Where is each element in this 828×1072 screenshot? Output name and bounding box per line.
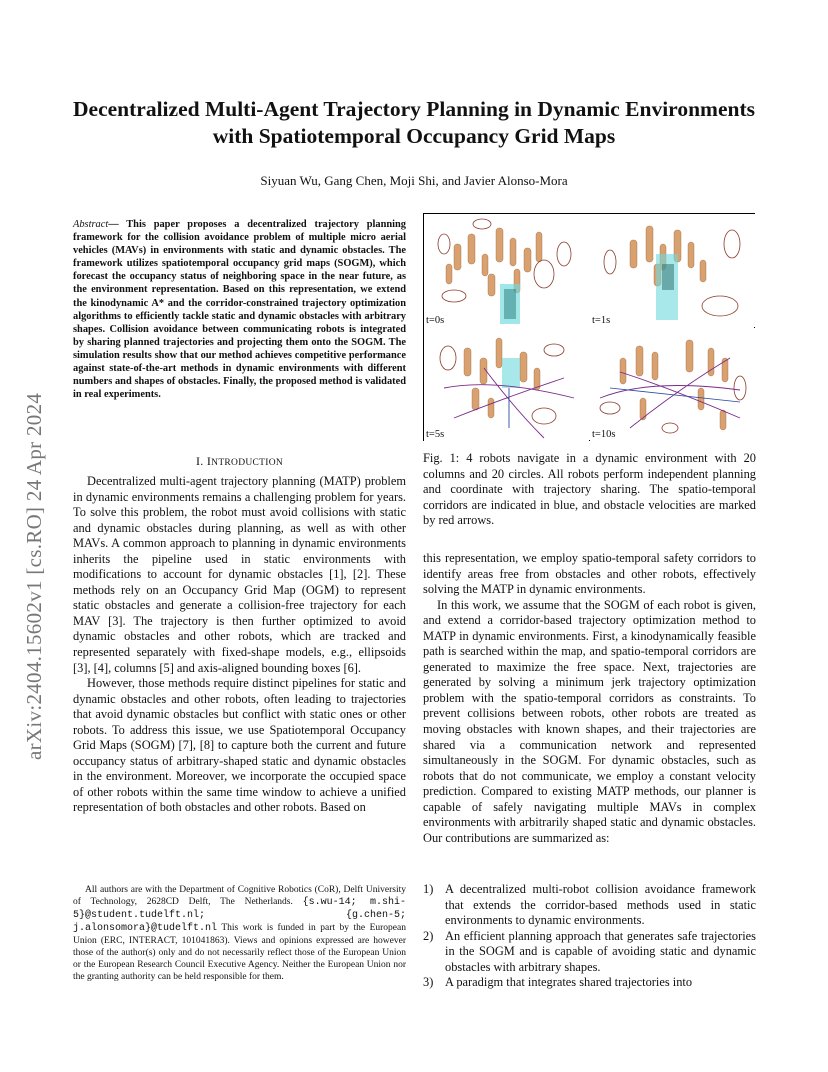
list-item: 1) A decentralized multi-robot collision avoidance framework that extends the corridor-based methods used in static environments to dynamic environments. [423, 882, 756, 928]
figure-panel [590, 328, 755, 441]
figure-panel [590, 214, 755, 327]
figure-1 [423, 213, 755, 441]
abstract-text: — This paper proposes a decentralized trajectory planning framework for the collision avoidance problem of multiple micro aerial vehicles (MAVs) in environments with static and dynamic obstacles. The framework utilizes spatiotemporal occupancy grid maps (SOGM), which forecast the occupancy status of neighboring space in the near future, as the environment representation. Based on this representation, we extend the kinodynamic A* and the corridor-constrained trajectory optimization algorithms to efficiently tackle static and dynamic obstacles with arbitrary shapes. Collision avoidance between communicating robots is integrated by sharing planned trajectories and projecting them onto the SOGM. The simulation results show that our method achieves competitive performance against state-of-the-art methods in dynamic environments with different numbers and shapes of obstacles. Finally, the proposed method is validated in real experiments. [73, 219, 406, 401]
figure-panel [424, 328, 589, 441]
paragraph: However, those methods require distinct pipelines for static and dynamic obstacles and other robots, often leading to trajectories that avoid dynamic obstacles but conflict with static ones or other robots. To address this issue, we use Spatiotemporal Occupancy Grid Maps (SOGM) [7], [8] to capture both the current and future occupancy status of arbitrary-shaped static and dynamic obstacles in the environment. Moreover, we incorporate the occupied space of other robots within the same time window to achieve a unified representation of both obstacles and other robots. Based on [73, 676, 406, 815]
scene-illustration [590, 328, 755, 441]
panel-time-label: t=5s [426, 429, 445, 440]
panel-time-label: t=10s [592, 429, 616, 440]
author-footnote: All authors are with the Department of Cognitive Robotics (CoR), Delft University of Technology, 2628CD Delft, The Netherlands. {s.wu-14; m.shi-5}@student.tudelft.nl; {g.chen-5; j.alonsomora}@tudelft.nl This work is funded in part by the European Union (ERC, INTERACT, 101041863). Views and opinions expressed are however those of the author(s) only and do not necessarily reflect those of the European Union or the European Research Council Executive Agency. Neither the European Union nor the granting authority can be held responsible for them. [73, 885, 407, 982]
arxiv-stamp: arXiv:2404.15602v1 [cs.RO] 24 Apr 2024 [22, 392, 46, 760]
author-list: Siyuan Wu, Gang Chen, Moji Shi, and Javier Alonso-Mora [260, 173, 568, 188]
paragraph: this representation, we employ spatio-temporal safety corridors to identify areas free from obstacles and other robots, effectively solving the MATP in dynamic environments. [423, 551, 756, 597]
scene-illustration [424, 328, 589, 441]
list-item: 2) An efficient planning approach that generates safe trajectories in the SOGM and is capable of avoiding static and dynamic obstacles with arbitrary shapes. [423, 928, 756, 974]
panel-time-label: t=0s [426, 315, 445, 326]
section-heading: I. INTRODUCTION [195, 454, 284, 468]
scene-illustration [590, 214, 755, 327]
paragraph: In this work, we assume that the SOGM of each robot is given, and extend a corridor-based trajectory optimization method to MATP in dynamic environments. First, a kinodynamically feasible path is searched within the map, and spatio-temporal corridors are generated to maximize the free space. Next, trajectories are generated by solving a minimum jerk trajectory optimization problem with the spatio-temporal corridors as constraints. To prevent collisions between robots, other robots are treated as moving obstacles with known shapes, and their trajectories are shared via a communication network and represented simultaneously in the SOGM. For dynamic obstacles, such as robots that do not communicate, we employ a constant velocity prediction. Compared to existing MATP methods, our planner is capable of safely navigating multiple MAVs in complex environments with arbitrarily shaped static and dynamic obstacles. Our contributions are summarized as: [423, 597, 756, 845]
abstract [73, 218, 406, 401]
contribution-list [423, 882, 756, 991]
panel-time-label: t=1s [592, 315, 611, 326]
figure-caption: Fig. 1: 4 robots navigate in a dynamic environment with 20 columns and 20 circles. All robots perform independent planning and coordinate with trajectory sharing. The spatio-temporal corridors are indicated in blue, and obstacle velocities are marked by red arrows. [423, 451, 756, 528]
paper-title: Decentralized Multi-Agent Trajectory Planning in Dynamic Environments with Spatiotemporal Occupancy Grid Maps [73, 97, 755, 148]
abstract-lead: Abstract [73, 219, 109, 230]
figure-panel [424, 214, 589, 327]
list-item: 3) A paradigm that integrates shared trajectories into [423, 975, 693, 990]
intro-right-column [423, 551, 756, 846]
paragraph: Decentralized multi-agent trajectory planning (MATP) problem in dynamic environments remains a challenging problem for years. To solve this problem, the robot must avoid collisions with static and dynamic obstacles during planning, as well as with other MAVs. A common approach to planning in dynamic environments inherits the pipeline used in static environments with modifications to account for dynamic obstacles [1], [2]. These methods rely on an Occupancy Grid Map (OGM) to represent static obstacles and generate a collision-free trajectory for each MAV [3]. The trajectory is then further optimized to avoid dynamic obstacles and other robots, which are tracked and represented separately with fixed-shape models, e.g., ellipsoids [3], [4], columns [5] and axis-aligned bounding boxes [6]. [73, 474, 406, 675]
intro-left-column [73, 474, 406, 816]
scene-illustration [424, 214, 589, 327]
email-addresses: {s.wu-14; m.shi-5}@student.tudelft.nl; {g.chen-5; j.alonsomora}@tudelft.nl [73, 897, 407, 934]
